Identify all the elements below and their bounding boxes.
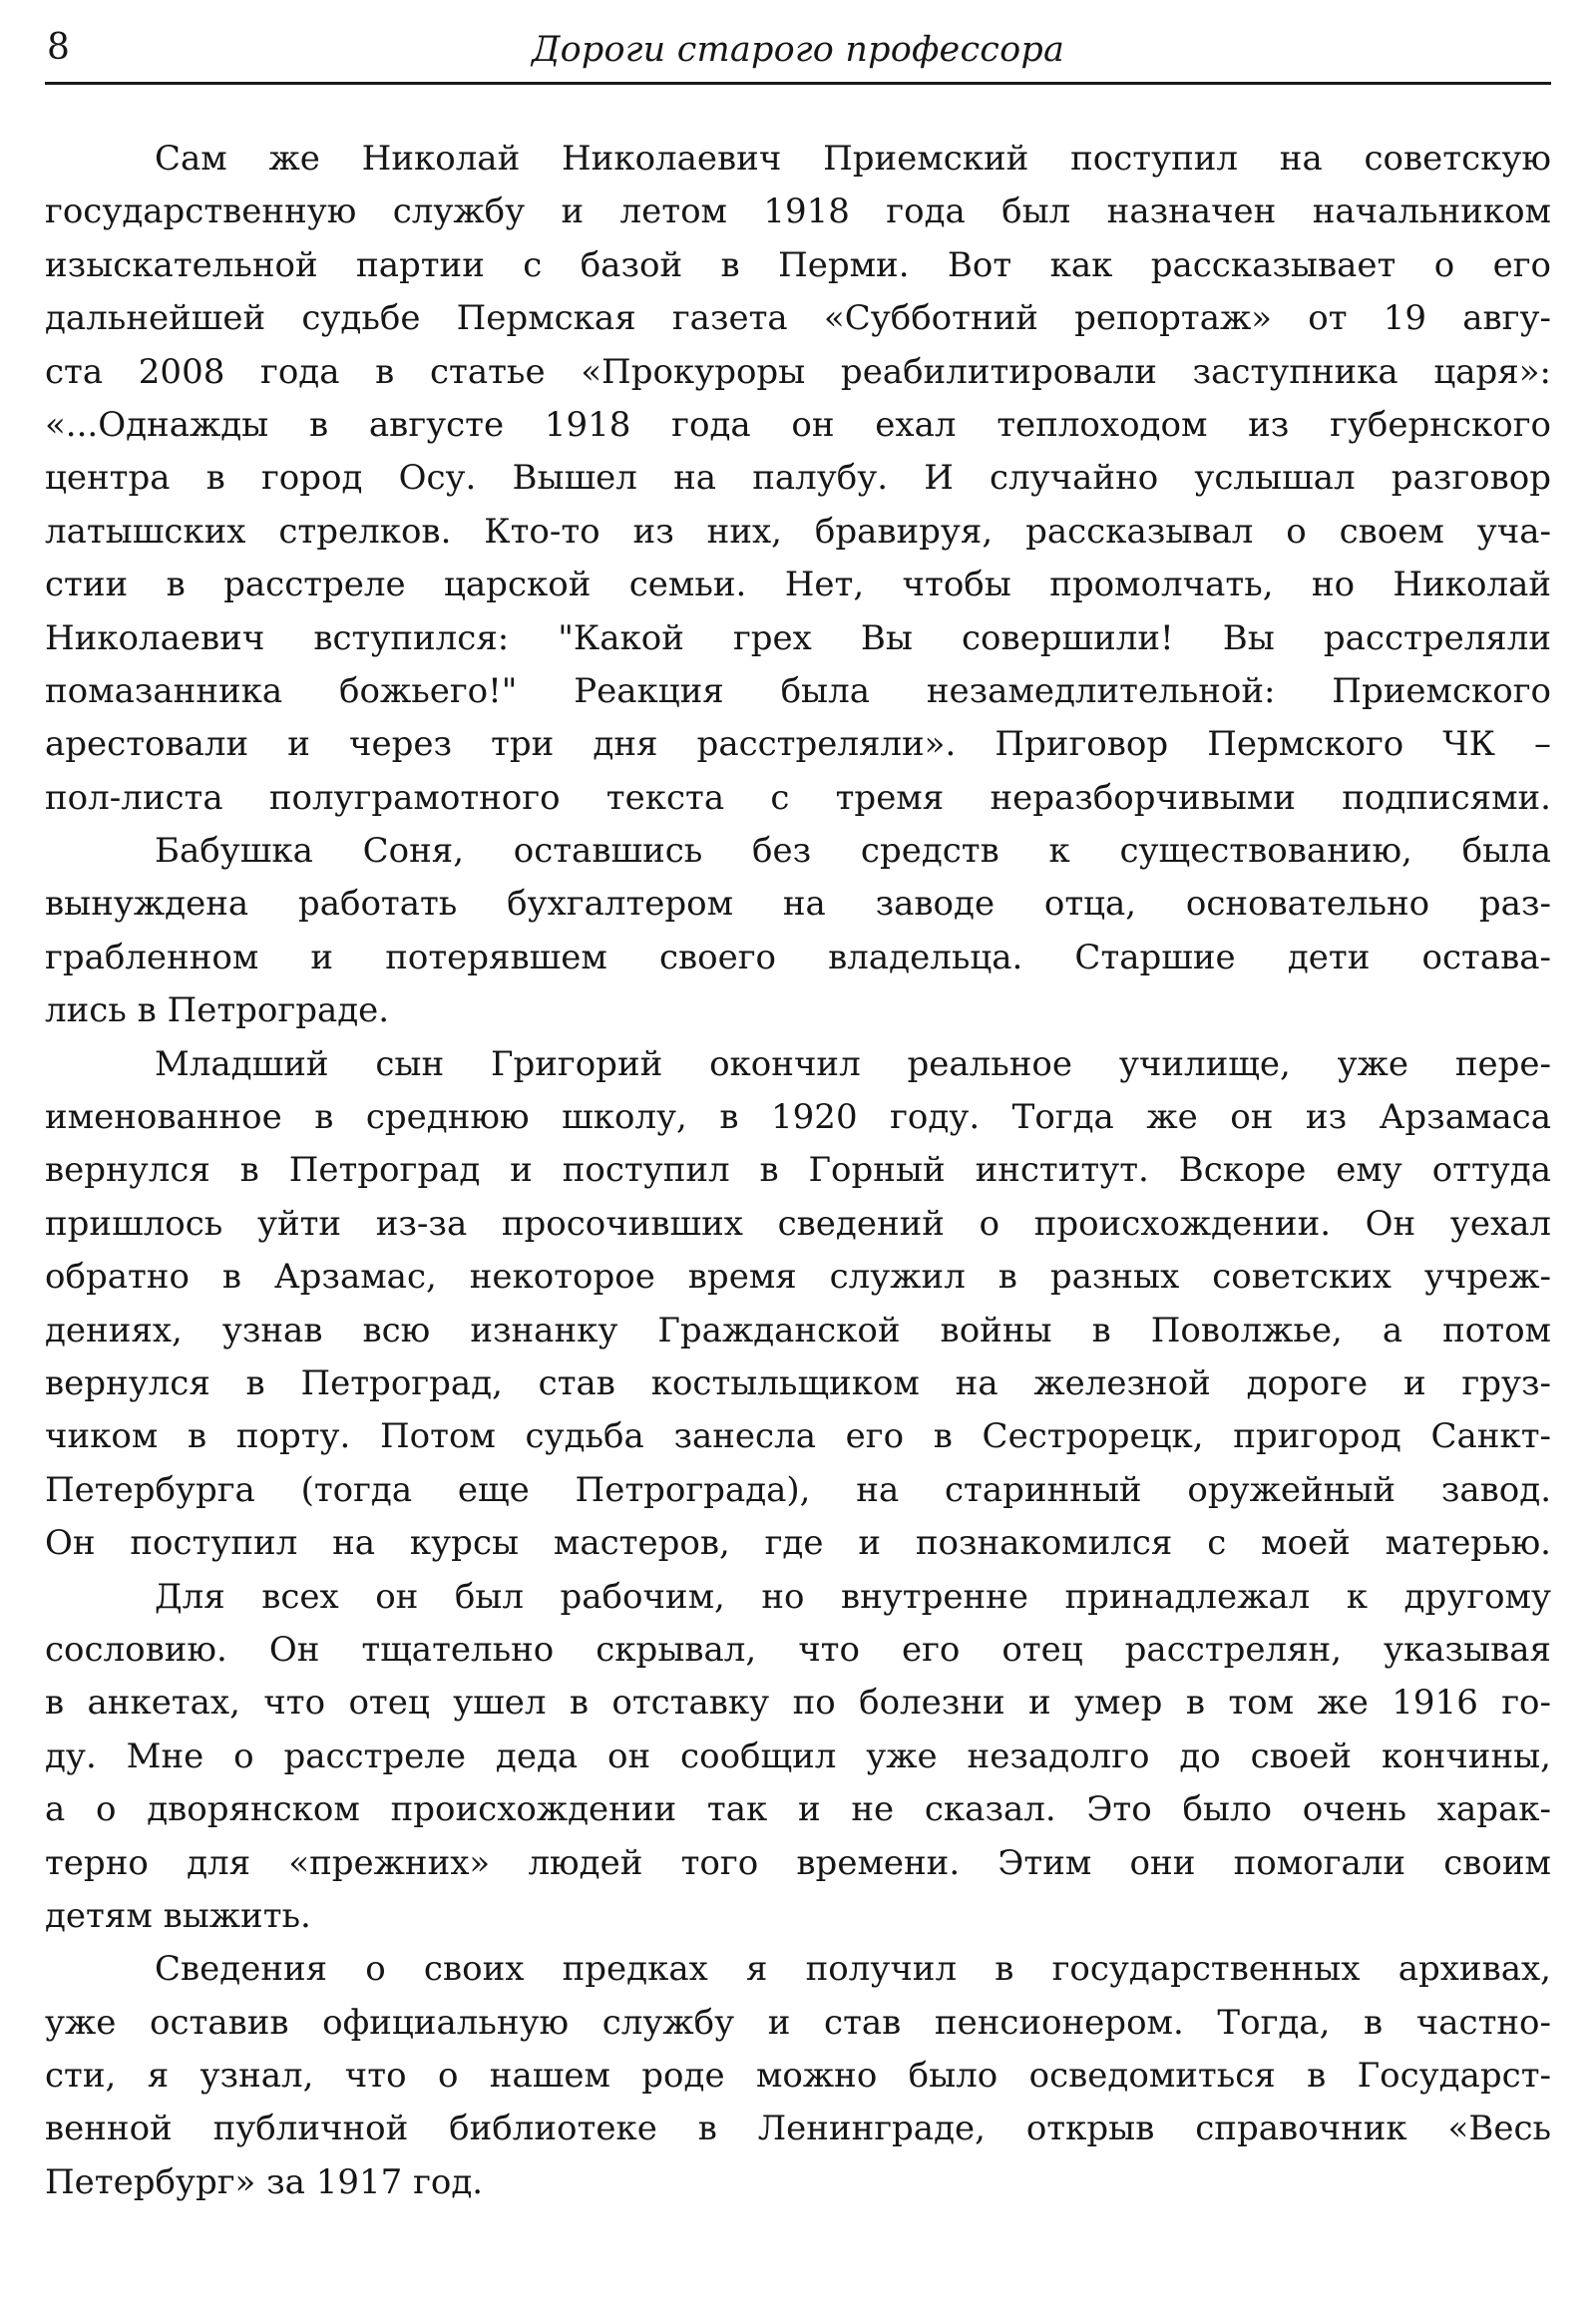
paragraph bbox=[45, 825, 1551, 1038]
text-line: пол-листа полуграмотного текста с тремя неразборчивыми подписями. bbox=[45, 777, 1551, 818]
text-line: обратно в Арзамас, некоторое время служил в разных советских учреж- bbox=[45, 1257, 1551, 1298]
text-line: Младший сын Григорий окончил реальное училище, уже пере- bbox=[155, 1043, 1551, 1084]
text-line: уже оставив официальную службу и став пенсионером. Тогда, в частно- bbox=[45, 2002, 1551, 2043]
text-line: вынуждена работать бухгалтером на заводе отца, основательно раз- bbox=[45, 884, 1551, 925]
text-line: сти, я узнал, что о нашем роде можно было осведомиться в Государст- bbox=[45, 2056, 1551, 2097]
text-line: лись в Петрограде. bbox=[45, 990, 390, 1031]
body-text bbox=[45, 133, 1551, 2209]
text-line: центра в город Осу. Вышел на палубу. И случайно услышал разговор bbox=[45, 458, 1551, 499]
text-line: Николаевич вступился: "Какой грех Вы совершили! Вы расстреляли bbox=[45, 617, 1551, 658]
text-line: стии в расстреле царской семьи. Нет, чтобы промолчать, но Николай bbox=[45, 565, 1551, 605]
text-line: государственную службу и летом 1918 года был назначен начальником bbox=[45, 192, 1551, 232]
text-line: пришлось уйти из-за просочивших сведений о происхождении. Он уехал bbox=[45, 1203, 1551, 1244]
text-line: арестовали и через три дня расстреляли». Приговор Пермского ЧК – bbox=[45, 724, 1551, 765]
text-line: помазанника божьего!" Реакция была незамедлительной: Приемского bbox=[45, 670, 1551, 711]
text-line: грабленном и потерявшем своего владельца. Старшие дети остава- bbox=[45, 937, 1551, 977]
text-line: латышских стрелков. Кто-то из них, бравируя, рассказывал о своем уча- bbox=[45, 511, 1551, 552]
text-line: дениях, узнав всю изнанку Гражданской войны в Поволжье, а потом bbox=[45, 1310, 1551, 1350]
text-line: дальнейшей судьбе Пермская газета «Субботний репортаж» от 19 авгу- bbox=[45, 298, 1551, 339]
running-header bbox=[45, 22, 1551, 85]
paragraph bbox=[45, 1943, 1551, 2209]
text-line: Он поступил на курсы мастеров, где и познакомился с моей матерью. bbox=[45, 1523, 1551, 1564]
text-line: Петербурга (тогда еще Петрограда), на старинный оружейный завод. bbox=[45, 1469, 1551, 1510]
text-line: чиком в порту. Потом судьба занесла его в Сестрорецк, пригород Санкт- bbox=[45, 1416, 1551, 1457]
text-line: Сам же Николай Николаевич Приемский поступил на советскую bbox=[155, 139, 1551, 179]
text-line: венной публичной библиотеке в Ленинграде, открыв справочник «Весь bbox=[45, 2109, 1551, 2149]
text-line: ста 2008 года в статье «Прокуроры реабилитировали заступника царя»: bbox=[45, 351, 1551, 392]
text-line: Для всех он был рабочим, но внутренне принадлежал к другому bbox=[155, 1576, 1551, 1617]
text-line: именованное в среднюю школу, в 1920 году. Тогда же он из Арзамаса bbox=[45, 1097, 1551, 1138]
text-line: ду. Мне о расстреле деда он сообщил уже незадолго до своей кончины, bbox=[45, 1735, 1551, 1776]
text-line: Сведения о своих предках я получил в государственных архивах, bbox=[155, 1949, 1551, 1990]
text-line: изыскательной партии с базой в Перми. Вот как рассказывает о его bbox=[45, 244, 1551, 285]
text-line: сословию. Он тщательно скрывал, что его отец расстрелян, указывая bbox=[45, 1629, 1551, 1670]
text-line: детям выжить. bbox=[45, 1895, 311, 1936]
paragraph bbox=[45, 133, 1551, 825]
book-page bbox=[45, 0, 1551, 2311]
text-line: Бабушка Соня, оставшись без средств к существованию, была bbox=[155, 831, 1551, 872]
text-line: «...Однажды в августе 1918 года он ехал теплоходом из губернского bbox=[45, 404, 1551, 445]
running-title: Дороги старого профессора bbox=[531, 30, 1065, 70]
text-line: Петербург» за 1917 год. bbox=[45, 2161, 484, 2202]
text-line: а о дворянском происхождении так и не сказал. Это было очень харак- bbox=[45, 1789, 1551, 1830]
text-line: вернулся в Петроград и поступил в Горный институт. Вскоре ему оттуда bbox=[45, 1150, 1551, 1191]
text-line: в анкетах, что отец ушел в отставку по болезни и умер в том же 1916 го- bbox=[45, 1683, 1551, 1724]
page-number: 8 bbox=[47, 27, 70, 68]
text-line: терно для «прежних» людей того времени. Этим они помогали своим bbox=[45, 1842, 1551, 1883]
text-line: вернулся в Петроград, став костыльщиком на железной дороге и груз- bbox=[45, 1362, 1551, 1403]
paragraph bbox=[45, 1038, 1551, 1571]
paragraph bbox=[45, 1571, 1551, 1944]
